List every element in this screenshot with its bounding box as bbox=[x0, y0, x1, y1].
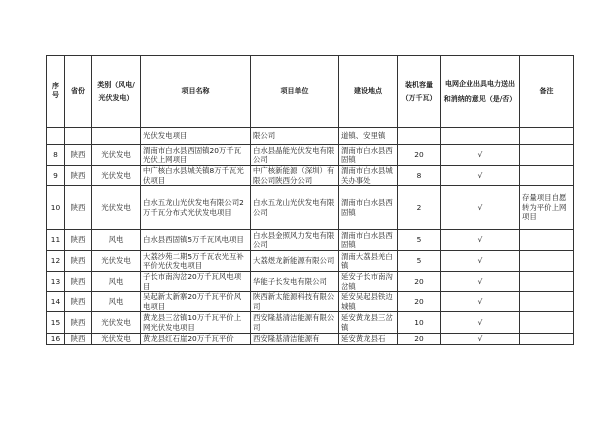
cell-location: 道镇、安里镇 bbox=[339, 128, 398, 145]
cell-category: 风电 bbox=[92, 230, 141, 251]
cell-remark bbox=[520, 145, 574, 166]
cell-name: 白水县西固镇5万千瓦风电项目 bbox=[141, 230, 251, 251]
cell-location: 渭南市白水县西固镇 bbox=[339, 230, 398, 251]
cell-location: 延安黄龙县石 bbox=[339, 334, 398, 345]
cell-unit: 白水县金照风力发电有限公司 bbox=[251, 230, 339, 251]
table-row bbox=[47, 334, 574, 345]
cell-province: 陕西 bbox=[65, 166, 92, 186]
cell-opinion bbox=[441, 128, 520, 145]
cell-capacity: 20 bbox=[398, 292, 441, 312]
cell-province: 陕西 bbox=[65, 230, 92, 251]
cell-capacity: 5 bbox=[398, 230, 441, 251]
cell-capacity: 20 bbox=[398, 272, 441, 292]
cell-location: 渭南市白水县西固镇 bbox=[339, 186, 398, 230]
cell-location: 延安黄龙县三岔镇 bbox=[339, 312, 398, 334]
cell-name: 吴起新太新寨20万千瓦平价风电项目 bbox=[141, 292, 251, 312]
cell-seq: 8 bbox=[47, 145, 65, 166]
cell-category: 风电 bbox=[92, 292, 141, 312]
cell-name: 子长市南沟岔20万千瓦风电项目 bbox=[141, 272, 251, 292]
table-row bbox=[47, 128, 574, 145]
cell-category: 光伏发电 bbox=[92, 145, 141, 166]
table-row bbox=[47, 312, 574, 334]
header-capacity: 装机容量（万千瓦） bbox=[398, 56, 441, 128]
header-opinion: 电网企业出具电力送出和消纳的意见（是/否） bbox=[441, 56, 520, 128]
cell-unit: 大荔煜龙新能源有限公司 bbox=[251, 251, 339, 272]
cell-opinion: √ bbox=[441, 334, 520, 345]
cell-location: 渭南大荔县羌白镇 bbox=[339, 251, 398, 272]
cell-seq: 11 bbox=[47, 230, 65, 251]
cell-remark bbox=[520, 128, 574, 145]
cell-remark bbox=[520, 334, 574, 345]
header-location: 建设地点 bbox=[339, 56, 398, 128]
cell-category bbox=[92, 128, 141, 145]
cell-location: 延安子长市南沟岔镇 bbox=[339, 272, 398, 292]
table-row bbox=[47, 292, 574, 312]
cell-unit: 白水县晶能光伏发电有限公司 bbox=[251, 145, 339, 166]
cell-unit: 陕西新太能源科技有限公司 bbox=[251, 292, 339, 312]
cell-province: 陕西 bbox=[65, 186, 92, 230]
cell-unit: 西安隆基清洁能源有限公司 bbox=[251, 312, 339, 334]
cell-capacity: 10 bbox=[398, 312, 441, 334]
cell-unit: 白水五龙山光伏发电有限公司 bbox=[251, 186, 339, 230]
cell-seq: 14 bbox=[47, 292, 65, 312]
cell-location: 渭南市白水县西固镇 bbox=[339, 145, 398, 166]
cell-opinion: √ bbox=[441, 312, 520, 334]
header-seq: 序号 bbox=[47, 56, 65, 128]
cell-category: 光伏发电 bbox=[92, 251, 141, 272]
cell-unit: 中广核新能源（深圳）有限公司陕西分公司 bbox=[251, 166, 339, 186]
cell-unit: 华能子长发电有限公司 bbox=[251, 272, 339, 292]
cell-remark bbox=[520, 312, 574, 334]
cell-category: 光伏发电 bbox=[92, 334, 141, 345]
cell-unit: 限公司 bbox=[251, 128, 339, 145]
header-category: 类别（风电/光伏发电） bbox=[92, 56, 141, 128]
table-row bbox=[47, 186, 574, 230]
cell-opinion: √ bbox=[441, 230, 520, 251]
cell-capacity: 8 bbox=[398, 166, 441, 186]
header-province: 省份 bbox=[65, 56, 92, 128]
cell-location: 延安吴起县铁边城镇 bbox=[339, 292, 398, 312]
table-header-row bbox=[47, 56, 574, 128]
cell-seq: 10 bbox=[47, 186, 65, 230]
cell-opinion: √ bbox=[441, 251, 520, 272]
header-remark: 备注 bbox=[520, 56, 574, 128]
cell-name: 黄龙县三岔镇10万千瓦平价上网光伏发电项目 bbox=[141, 312, 251, 334]
cell-remark: 存量项目自愿转为平价上网项目 bbox=[520, 186, 574, 230]
cell-province: 陕西 bbox=[65, 292, 92, 312]
header-name: 项目名称 bbox=[141, 56, 251, 128]
project-table bbox=[46, 55, 574, 345]
table-body bbox=[47, 128, 574, 345]
cell-capacity: 20 bbox=[398, 334, 441, 345]
cell-province: 陕西 bbox=[65, 251, 92, 272]
cell-capacity bbox=[398, 128, 441, 145]
cell-unit: 西安隆基清洁能源有 bbox=[251, 334, 339, 345]
header-unit: 项目单位 bbox=[251, 56, 339, 128]
cell-category: 光伏发电 bbox=[92, 166, 141, 186]
cell-seq: 12 bbox=[47, 251, 65, 272]
cell-category: 光伏发电 bbox=[92, 312, 141, 334]
cell-capacity: 2 bbox=[398, 186, 441, 230]
table-row bbox=[47, 145, 574, 166]
cell-name: 渭南市白水县西固镇20万千瓦光伏上网项目 bbox=[141, 145, 251, 166]
cell-remark bbox=[520, 166, 574, 186]
cell-province: 陕西 bbox=[65, 312, 92, 334]
cell-capacity: 20 bbox=[398, 145, 441, 166]
cell-name: 光伏发电项目 bbox=[141, 128, 251, 145]
cell-seq: 13 bbox=[47, 272, 65, 292]
cell-category: 光伏发电 bbox=[92, 186, 141, 230]
cell-remark bbox=[520, 251, 574, 272]
cell-province bbox=[65, 128, 92, 145]
cell-opinion: √ bbox=[441, 145, 520, 166]
cell-seq: 16 bbox=[47, 334, 65, 345]
cell-seq bbox=[47, 128, 65, 145]
table-row bbox=[47, 272, 574, 292]
cell-remark bbox=[520, 292, 574, 312]
cell-opinion: √ bbox=[441, 186, 520, 230]
cell-province: 陕西 bbox=[65, 272, 92, 292]
table-row bbox=[47, 251, 574, 272]
cell-location: 渭南市白水县城关办事处 bbox=[339, 166, 398, 186]
cell-opinion: √ bbox=[441, 292, 520, 312]
cell-remark bbox=[520, 272, 574, 292]
cell-seq: 15 bbox=[47, 312, 65, 334]
cell-name: 白水五龙山光伏发电有限公司2万千瓦分布式光伏发电项目 bbox=[141, 186, 251, 230]
cell-province: 陕西 bbox=[65, 334, 92, 345]
cell-name: 中广核白水县城关镇8万千瓦光伏项目 bbox=[141, 166, 251, 186]
cell-category: 风电 bbox=[92, 272, 141, 292]
cell-capacity: 5 bbox=[398, 251, 441, 272]
table-row bbox=[47, 230, 574, 251]
cell-province: 陕西 bbox=[65, 145, 92, 166]
table-row bbox=[47, 166, 574, 186]
cell-opinion: √ bbox=[441, 166, 520, 186]
cell-name: 大荔沙苑二期5万千瓦农光互补平价光伏发电项目 bbox=[141, 251, 251, 272]
cell-remark bbox=[520, 230, 574, 251]
cell-seq: 9 bbox=[47, 166, 65, 186]
cell-name: 黄龙县红石崖20万千瓦平价 bbox=[141, 334, 251, 345]
cell-opinion: √ bbox=[441, 272, 520, 292]
